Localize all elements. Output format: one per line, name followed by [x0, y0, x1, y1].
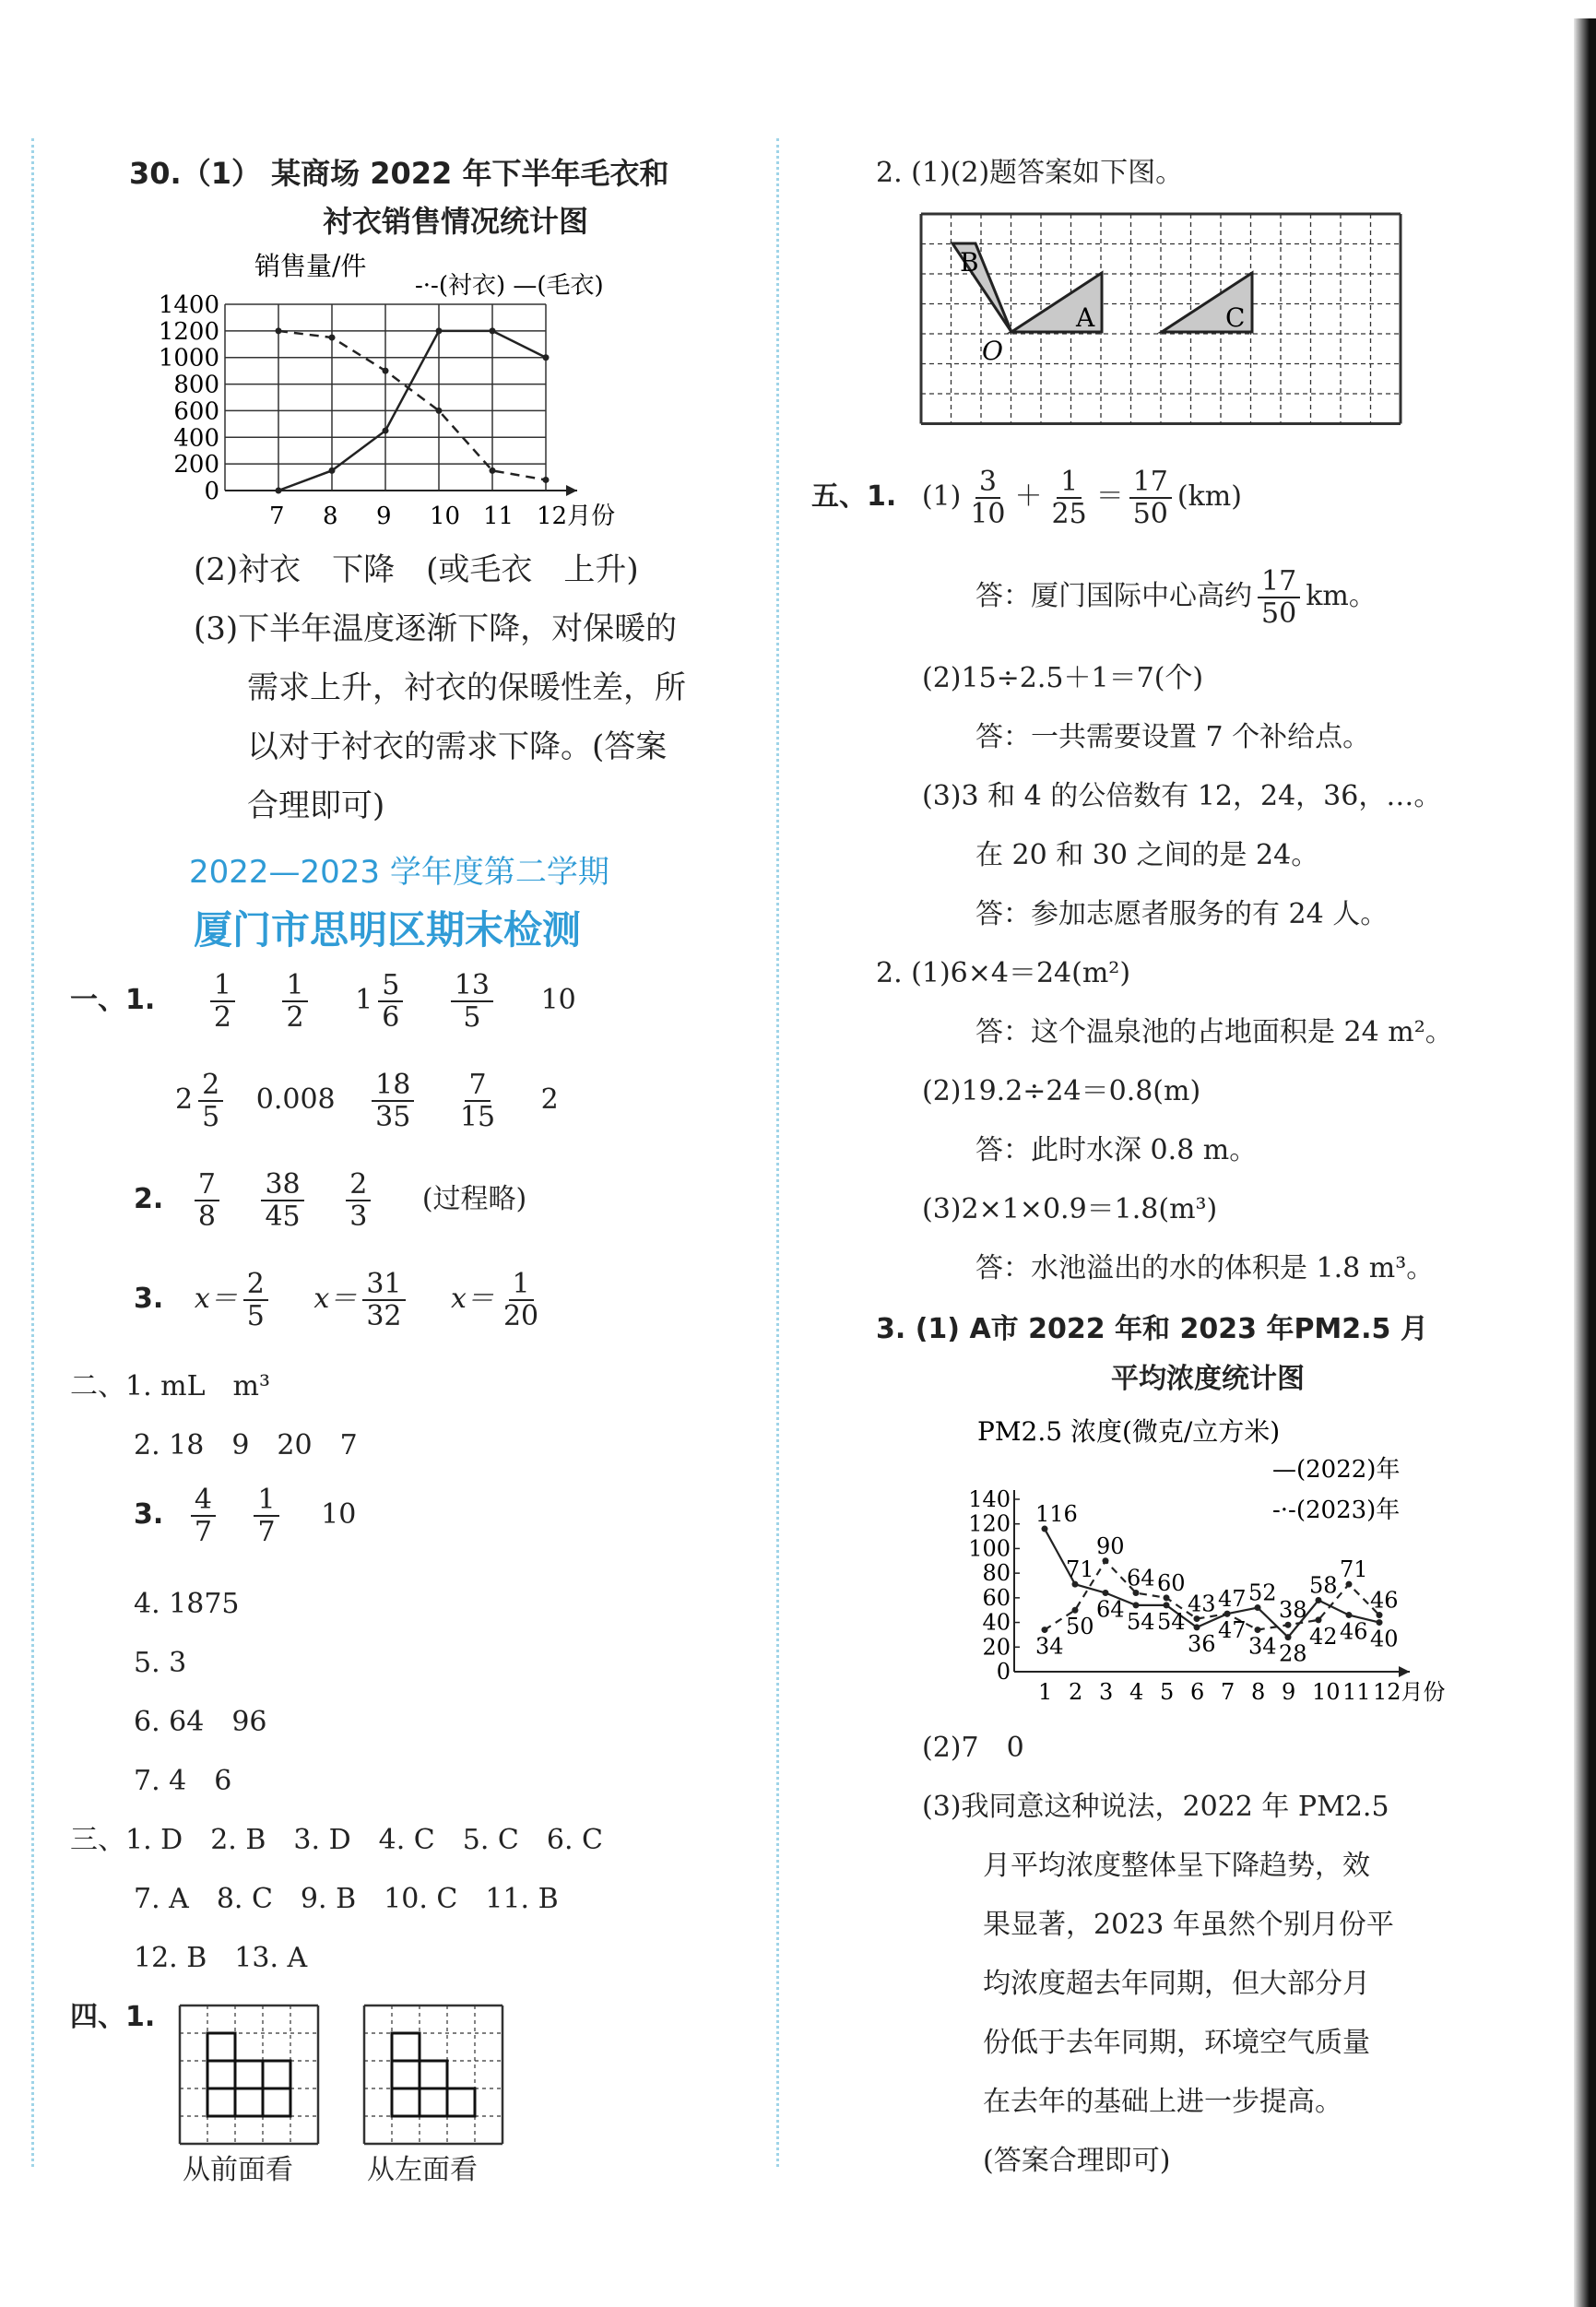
data-point — [490, 467, 496, 474]
column-divider — [776, 138, 779, 2167]
left-view-grid — [360, 2001, 507, 2148]
q2b-1-answer: 答：这个温泉池的占地面积是 24 m²。 — [975, 1016, 1453, 1048]
numerator: 1 — [210, 970, 235, 1002]
cube-face — [207, 2033, 235, 2061]
cube-face — [447, 2088, 475, 2116]
denominator: 5 — [202, 1101, 220, 1133]
data-point — [276, 488, 282, 494]
x-tick-label: 7 — [1221, 1679, 1235, 1705]
part1-q1-row2 — [175, 1070, 559, 1132]
cube-face — [235, 2061, 263, 2088]
cube-face — [207, 2088, 235, 2116]
label-c: C — [1225, 302, 1246, 333]
denominator: 5 — [246, 1300, 265, 1332]
transform-grid — [917, 214, 1411, 431]
sales-y-tick-labels — [159, 291, 219, 505]
y-tick-label: 200 — [173, 451, 219, 479]
part5-q2: (2)15÷2.5＋1＝7(个) — [922, 662, 1204, 694]
part2-q3 — [134, 1485, 356, 1547]
denominator: 6 — [382, 1001, 400, 1034]
left-margin-line — [31, 138, 34, 2167]
q2-title: 2. (1)(2)题答案如下图。 — [876, 157, 1184, 189]
q3-answer-3-line3: 果显著，2023 年虽然个别月份平 — [983, 1909, 1394, 1941]
series-line-衬衣 — [278, 331, 546, 480]
data-point — [436, 408, 443, 414]
data-point — [1316, 1616, 1322, 1623]
fraction — [261, 1169, 303, 1232]
numerator: 7 — [195, 1169, 219, 1201]
x-tick-label: 5 — [1160, 1679, 1175, 1705]
part5-q3: (3)3 和 4 的公倍数有 12，24，36，…。 — [922, 780, 1442, 812]
q-label: 2. — [134, 1183, 164, 1215]
fraction — [198, 1070, 223, 1132]
fraction — [210, 970, 235, 1033]
data-label-2022: 54 — [1157, 1608, 1186, 1635]
numerator: 4 — [191, 1485, 216, 1517]
sales-x-tick-labels — [269, 503, 615, 530]
x-tick-label: 12月份 — [537, 503, 616, 530]
data-label-2022: 54 — [1127, 1608, 1155, 1635]
cube-face — [235, 2088, 263, 2116]
part1-q1-row1 — [70, 970, 576, 1033]
numerator: 18 — [372, 1070, 414, 1102]
y-tick-label: 1000 — [158, 344, 219, 373]
numerator: 17 — [1129, 467, 1172, 499]
front-view-grid — [175, 2001, 323, 2148]
mixed-whole: 2 — [175, 1083, 194, 1116]
denominator: 10 — [970, 498, 1006, 530]
q3-title-line2: 平均浓度统计图 — [1111, 1363, 1305, 1395]
numerator: 3 — [975, 467, 1000, 499]
data-label-2023: 64 — [1127, 1565, 1155, 1591]
data-point — [1194, 1624, 1200, 1630]
y-tick-label: 140 — [968, 1486, 1011, 1512]
q30-answer-3-line2: 需求上升，衬衣的保暖性差，所 — [247, 669, 686, 706]
fraction — [243, 1269, 268, 1331]
numerator: 1 — [1057, 467, 1082, 499]
data-label-2022: 36 — [1188, 1630, 1216, 1657]
denominator: 20 — [502, 1300, 539, 1332]
x-equals: x＝ — [313, 1283, 358, 1315]
q30-title-line1: 30.（1） 某商场 2022 年下半年毛衣和 — [129, 156, 669, 191]
numerator: 1 — [509, 1269, 534, 1301]
q3-answer-3-line2: 月平均浓度整体呈下降趋势，效 — [983, 1850, 1370, 1882]
x-tick-label: 10 — [1312, 1679, 1341, 1705]
q30-answer-3-line3: 以对于衬衣的需求下降。(答案 — [247, 728, 668, 765]
x-tick-label: 9 — [376, 503, 392, 530]
data-point — [490, 327, 496, 334]
cube-face — [420, 2061, 447, 2088]
fraction — [282, 970, 307, 1033]
data-point — [1255, 1627, 1261, 1633]
answer-value: 2 — [540, 1083, 559, 1116]
x-tick-label: 12月份 — [1373, 1679, 1446, 1705]
q-label: 3. — [134, 1283, 164, 1315]
data-label-2023: 90 — [1096, 1532, 1125, 1559]
x-tick-label: 10 — [430, 503, 461, 530]
fraction — [195, 1169, 219, 1232]
data-point — [543, 477, 550, 483]
numerator: 17 — [1258, 566, 1300, 598]
left-view-drawing — [364, 2005, 502, 2144]
fraction — [346, 1169, 371, 1232]
data-label-2022: 52 — [1248, 1579, 1277, 1606]
pm25-y-tick-labels — [968, 1486, 1020, 1685]
fraction — [451, 970, 493, 1033]
numerator: 2 — [198, 1070, 223, 1102]
y-tick-label: 800 — [173, 371, 219, 399]
page-edge-shadow — [1574, 18, 1596, 2307]
part2-q1: 二、1. mL m³ — [70, 1370, 271, 1402]
answer-value: 10 — [321, 1498, 357, 1531]
fraction — [362, 1269, 405, 1331]
data-point — [383, 428, 389, 434]
x-axis-arrow — [566, 485, 577, 496]
front-view-caption: 从前面看 — [183, 2154, 293, 2186]
pm25-line-chart — [968, 1409, 1484, 1713]
data-point — [276, 327, 282, 334]
numerator: 31 — [362, 1269, 405, 1301]
data-point — [1133, 1602, 1140, 1608]
part5-q2-answer: 答：一共需要设置 7 个补给点。 — [975, 721, 1371, 753]
fraction — [191, 1485, 216, 1547]
y-tick-label: 0 — [996, 1659, 1011, 1685]
denominator: 50 — [1132, 498, 1168, 530]
fraction — [966, 467, 1009, 529]
fraction — [254, 1485, 278, 1547]
data-point — [1346, 1612, 1353, 1618]
pm25-data-labels — [1035, 1501, 1399, 1667]
q3-answer-3-line7: (答案合理即可) — [983, 2145, 1171, 2177]
pm25-ylabel: PM2.5 浓度(微克/立方米) — [977, 1416, 1281, 1447]
sales-line-chart — [158, 249, 738, 544]
part5-label: 五、1. — [811, 480, 897, 513]
y-tick-label: 400 — [173, 424, 219, 453]
numerator: 5 — [378, 970, 403, 1002]
fraction — [456, 1070, 499, 1132]
cube-face — [420, 2088, 447, 2116]
fraction — [500, 1269, 542, 1331]
part5-q3-answer: 答：参加志愿者服务的有 24 人。 — [975, 898, 1389, 930]
label-o: O — [982, 336, 1003, 366]
denominator: 50 — [1261, 597, 1297, 630]
pm25-x-tick-labels — [1038, 1679, 1446, 1705]
sales-ylabel: 销售量/件 — [254, 251, 367, 281]
x-equals: x＝ — [451, 1283, 494, 1315]
part2-q6: 6. 64 96 — [134, 1706, 267, 1738]
data-point — [1164, 1602, 1170, 1608]
denominator: 35 — [375, 1101, 411, 1133]
q2b-2: (2)19.2÷24＝0.8(m) — [922, 1075, 1201, 1107]
q30-title-line2: 衬衣销售情况统计图 — [323, 204, 589, 239]
x-tick-label: 9 — [1282, 1679, 1296, 1705]
part3-row1: 三、1. D 2. B 3. D 4. C 5. C 6. C — [70, 1824, 603, 1856]
data-label-2023: 34 — [1248, 1633, 1277, 1660]
numerator: 2 — [346, 1169, 371, 1201]
q3-answer-3-line1: (3)我同意这种说法，2022 年 PM2.5 — [922, 1791, 1389, 1823]
x-tick-label: 11 — [483, 503, 514, 530]
part5-q1-answer — [975, 566, 1377, 629]
q3-answer-3-line6: 在去年的基础上进一步提高。 — [983, 2086, 1342, 2118]
y-tick-label: 120 — [968, 1510, 1011, 1537]
x-tick-label: 4 — [1129, 1679, 1144, 1705]
q-label: 3. — [134, 1498, 164, 1531]
denominator: 7 — [194, 1516, 212, 1548]
part2-q7: 7. 4 6 — [134, 1765, 232, 1797]
pm25-legend-2023: -·-(2023)年 — [1272, 1497, 1401, 1524]
y-tick-label: 60 — [982, 1584, 1011, 1611]
q2b-3-answer: 答：水池溢出的水的体积是 1.8 m³。 — [975, 1252, 1435, 1284]
data-point — [1103, 1590, 1109, 1596]
part3-row3: 12. B 13. A — [134, 1942, 308, 1974]
x-tick-label: 3 — [1099, 1679, 1114, 1705]
fraction — [1048, 467, 1091, 529]
data-point — [1285, 1634, 1292, 1640]
part4-label: 四、1. — [70, 2001, 156, 2033]
part1-q2 — [134, 1169, 526, 1232]
data-label-2022: 116 — [1035, 1501, 1078, 1528]
data-label-2023: 34 — [1035, 1633, 1064, 1660]
sub-label: (1) — [921, 480, 962, 513]
x-tick-label: 2 — [1069, 1679, 1083, 1705]
x-tick-label: 8 — [1251, 1679, 1266, 1705]
pm25-legend-2022: —(2022)年 — [1272, 1456, 1401, 1484]
data-label-2023: 46 — [1370, 1587, 1399, 1614]
answer-suffix: km。 — [1306, 580, 1377, 612]
numerator: 38 — [261, 1169, 303, 1201]
cube-face — [207, 2061, 235, 2088]
denominator: 3 — [349, 1201, 368, 1233]
data-point — [329, 467, 336, 474]
unit: (km) — [1176, 480, 1242, 513]
denominator: 2 — [286, 1001, 304, 1034]
section-title-year: 2022—2023 学年度第二学期 — [189, 854, 609, 891]
denominator: 5 — [463, 1001, 481, 1034]
y-tick-label: 1200 — [158, 317, 219, 346]
label-a: A — [1076, 302, 1095, 333]
data-label-2022: 64 — [1096, 1596, 1125, 1623]
q3-answer-2: (2)7 0 — [922, 1732, 1024, 1764]
q30-answer-3-line4: 合理即可) — [247, 787, 385, 824]
y-tick-label: 40 — [982, 1609, 1011, 1636]
fraction — [1129, 467, 1172, 529]
left-view-caption: 从左面看 — [367, 2154, 478, 2186]
data-label-2023: 42 — [1309, 1623, 1338, 1650]
q3-answer-3-line4: 均浓度超去年同期，但大部分月 — [983, 1968, 1370, 2000]
part3-row2: 7. A 8. C 9. B 10. C 11. B — [134, 1883, 559, 1915]
fraction — [378, 970, 403, 1033]
part2-q5: 5. 3 — [134, 1647, 187, 1679]
part1-q3 — [134, 1269, 548, 1331]
data-label-2023: 38 — [1279, 1597, 1307, 1624]
data-label-2023: 71 — [1340, 1556, 1368, 1583]
mixed-whole: 1 — [355, 984, 373, 1016]
fraction — [1258, 566, 1300, 629]
x-tick-label: 11 — [1342, 1679, 1371, 1705]
denominator: 2 — [213, 1001, 231, 1034]
part5-q1-eq: 五、1. (1) $\frac{3}{10}$ ＋ $\frac{1}{25}$ ＝ $\frac{17}{50}$ (km) — [811, 466, 1242, 530]
q30-answer-2: (2)衬衣 下降 (或毛衣 上升) — [194, 551, 639, 588]
data-label-2022: 28 — [1279, 1640, 1307, 1667]
label-b: B — [960, 247, 979, 278]
q3-answer-3-line5: 份低于去年同期，环境空气质量 — [983, 2027, 1370, 2059]
denominator: 45 — [265, 1201, 301, 1233]
numerator: 1 — [282, 970, 307, 1002]
data-point — [543, 354, 550, 361]
part2-q4: 4. 1875 — [134, 1588, 240, 1620]
x-equals: x＝ — [194, 1283, 238, 1315]
x-axis-arrow — [1399, 1666, 1410, 1677]
data-point — [383, 368, 389, 374]
data-label-2023: 60 — [1157, 1569, 1186, 1596]
data-label-2022: 46 — [1340, 1618, 1368, 1645]
numerator: 1 — [254, 1485, 278, 1517]
sales-legend: -·-(衬衣) —(毛衣) — [415, 272, 604, 300]
y-tick-label: 1400 — [158, 291, 219, 319]
x-tick-label: 8 — [323, 503, 338, 530]
denominator: 15 — [459, 1101, 496, 1133]
data-point — [329, 335, 336, 341]
data-label-2023: 43 — [1188, 1591, 1216, 1617]
data-label-2022: 71 — [1066, 1556, 1094, 1583]
numerator: 2 — [243, 1269, 268, 1301]
y-tick-label: 600 — [173, 397, 219, 426]
denominator: 25 — [1051, 498, 1087, 530]
data-point — [1072, 1607, 1079, 1614]
numerator: 7 — [465, 1070, 490, 1102]
data-point — [1042, 1627, 1048, 1633]
q3-title-line1: 3. (1) A市 2022 年和 2023 年PM2.5 月 — [876, 1313, 1428, 1345]
grid-lines — [921, 214, 1401, 424]
numerator: 13 — [451, 970, 493, 1002]
part5-q3-line2: 在 20 和 30 之间的是 24。 — [975, 839, 1319, 871]
cube-face — [263, 2061, 290, 2088]
x-tick-label: 7 — [269, 503, 285, 530]
data-label-2023: 50 — [1066, 1614, 1094, 1640]
y-tick-label: 80 — [982, 1560, 1011, 1587]
answer-value: 0.008 — [255, 1083, 336, 1116]
x-tick-label: 1 — [1038, 1679, 1053, 1705]
part1-label: 一、1. — [70, 984, 156, 1016]
cube-face — [392, 2088, 420, 2116]
y-tick-label: 100 — [968, 1535, 1011, 1562]
part2-q2: 2. 18 9 20 7 — [134, 1429, 358, 1461]
denominator: 32 — [366, 1300, 402, 1332]
y-tick-label: 20 — [982, 1634, 1011, 1661]
fraction — [372, 1070, 414, 1132]
data-point — [436, 327, 443, 334]
section-title-exam: 厦门市思明区期末检测 — [194, 907, 582, 952]
y-tick-label: 0 — [204, 478, 219, 505]
data-point — [1377, 1619, 1383, 1626]
q2b-3: (3)2×1×0.9＝1.8(m³) — [922, 1193, 1218, 1225]
q30-answer-3-line1: (3)下半年温度逐渐下降，对保暖的 — [194, 610, 678, 647]
cube-face — [263, 2088, 290, 2116]
x-tick-label: 6 — [1190, 1679, 1205, 1705]
process-note: (过程略) — [421, 1183, 527, 1215]
cube-face — [392, 2033, 420, 2061]
q2b-2-answer: 答：此时水深 0.8 m。 — [975, 1134, 1258, 1166]
data-label-2023: 47 — [1218, 1617, 1247, 1644]
front-view-drawing — [180, 2005, 318, 2144]
answer-value: 10 — [540, 984, 576, 1016]
data-label-2022: 40 — [1370, 1626, 1399, 1652]
denominator: 7 — [257, 1516, 276, 1548]
data-label-2022: 47 — [1218, 1586, 1247, 1613]
data-label-2022: 58 — [1309, 1572, 1338, 1599]
q2b-1: 2. (1)6×4＝24(m²) — [876, 957, 1131, 989]
cube-face — [392, 2061, 420, 2088]
denominator: 8 — [197, 1201, 216, 1233]
answer-prefix: 答：厦门国际中心高约 — [975, 580, 1252, 612]
